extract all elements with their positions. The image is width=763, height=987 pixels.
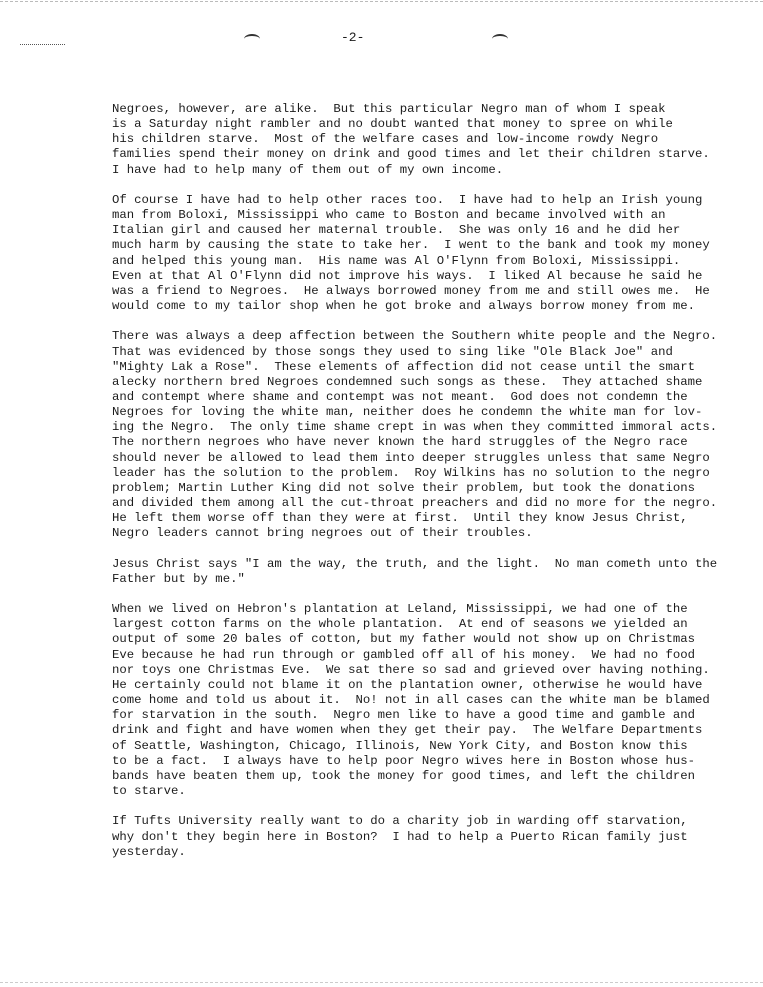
text-line: Negroes, however, are alike. But this particular Negro man of whom I speak [112, 102, 666, 116]
text-line: Italian girl and caused her maternal trouble. She was only 16 and he did her [112, 223, 681, 238]
text-line: That was evidenced by those songs they used to sing like "Ole Black Joe" and [112, 344, 673, 359]
text-line: Even at that Al O'Flynn did not improve his ways. I liked Al because he said he [112, 268, 703, 283]
paragraph [112, 814, 717, 859]
page-edge-top [0, 1, 763, 2]
text-line: would come to my tailor shop when he got broke and always borrow money from me. [112, 299, 695, 314]
text-line: nor toys one Christmas Eve. We sat there so sad and grieved over having nothing. [112, 662, 710, 677]
text-line: come home and told us about it. No! not in all cases can the white man be blamed [112, 693, 710, 708]
paragraph [112, 329, 717, 541]
text-line: ing the Negro. The only time shame crept in was when they committed immoral acts. [112, 420, 718, 435]
text-line: Negroes for loving the white man, neither does he condemn the white man for lov- [112, 405, 703, 420]
text-line: and helped this young man. His name was Al O'Flynn from Boloxi, Mississippi. [112, 253, 681, 268]
text-line: and contempt where shame and contempt was not meant. God does not condemn the [112, 389, 688, 404]
text-line: output of some 20 bales of cotton, but my father would not show up on Christmas [112, 632, 695, 647]
text-line: of Seattle, Washington, Chicago, Illinois, New York City, and Boston know this [112, 738, 688, 753]
page-edge-bottom [0, 982, 763, 983]
scan-speck [20, 44, 65, 47]
text-line: alecky northern bred Negroes condemned such songs as these. They attached shame [112, 374, 703, 389]
page-number: -2- [341, 30, 365, 45]
text-line: He left them worse off than they were at first. Until they know Jesus Christ, [112, 511, 688, 526]
text-line: "Mighty Lak a Rose". These elements of affection did not cease until the smart [112, 359, 695, 374]
text-line: for starvation in the south. Negro men like to have a good time and gamble and [112, 708, 695, 723]
text-line: The northern negroes who have never known the hard struggles of the Negro race [112, 435, 688, 450]
text-line: When we lived on Hebron's plantation at Leland, Mississippi, we had one of the [112, 602, 688, 617]
text-line: There was always a deep affection between the Southern white people and the Negro. [112, 329, 718, 344]
paragraph [112, 102, 717, 178]
text-line: much harm by causing the state to take her. I went to the bank and took my money [112, 238, 710, 253]
letter-body [112, 102, 717, 875]
text-line: problem; Martin Luther King did not solve their problem, but took the donations [112, 480, 695, 495]
text-line: to be a fact. I always have to help poor Negro wives here in Boston whose hus- [112, 753, 695, 768]
text-line: Of course I have had to help other races too. I have had to help an Irish young [112, 192, 703, 207]
text-line: Father but by me." [112, 571, 245, 586]
text-line: Negro leaders cannot bring negroes out of their troubles. [112, 526, 533, 541]
text-line: to starve. [112, 784, 186, 799]
text-line: Eve because he had run through or gambled off all of his money. We had no food [112, 647, 695, 662]
text-line: families spend their money on drink and good times and let their children starve. [112, 147, 710, 162]
paragraph [112, 602, 717, 799]
text-line: should never be allowed to lead them into deeper struggles unless that same Negro [112, 450, 710, 465]
scan-mark-left [244, 34, 260, 44]
paragraph [112, 193, 717, 314]
text-line: Jesus Christ says "I am the way, the truth, and the light. No man cometh unto the [112, 556, 718, 571]
text-line: man from Boloxi, Mississippi who came to Boston and became involved with an [112, 208, 666, 223]
paragraph [112, 557, 717, 587]
scan-mark-right [492, 34, 508, 44]
text-line: largest cotton farms on the whole plantation. At end of seasons we yielded an [112, 617, 688, 632]
text-line: I have had to help many of them out of my own income. [112, 162, 504, 177]
text-line: If Tufts University really want to do a charity job in warding off starvation, [112, 814, 688, 829]
text-line: leader has the solution to the problem. Roy Wilkins has no solution to the negro [112, 465, 710, 480]
text-line: drink and fight and have women when they get their pay. The Welfare Departments [112, 723, 703, 738]
text-line: was a friend to Negroes. He always borrowed money from me and still owes me. He [112, 283, 710, 298]
text-line: his children starve. Most of the welfare cases and low-income rowdy Negro [112, 132, 659, 147]
text-line: is a Saturday night rambler and no doubt wanted that money to spree on while [112, 117, 673, 132]
text-line: yesterday. [112, 844, 186, 859]
text-line: He certainly could not blame it on the plantation owner, otherwise he would have [112, 677, 703, 692]
text-line: why don't they begin here in Boston? I had to help a Puerto Rican family just [112, 829, 688, 844]
text-line: bands have beaten them up, took the money for good times, and left the children [112, 768, 695, 783]
text-line: and divided them among all the cut-throat preachers and did no more for the negro. [112, 496, 718, 511]
